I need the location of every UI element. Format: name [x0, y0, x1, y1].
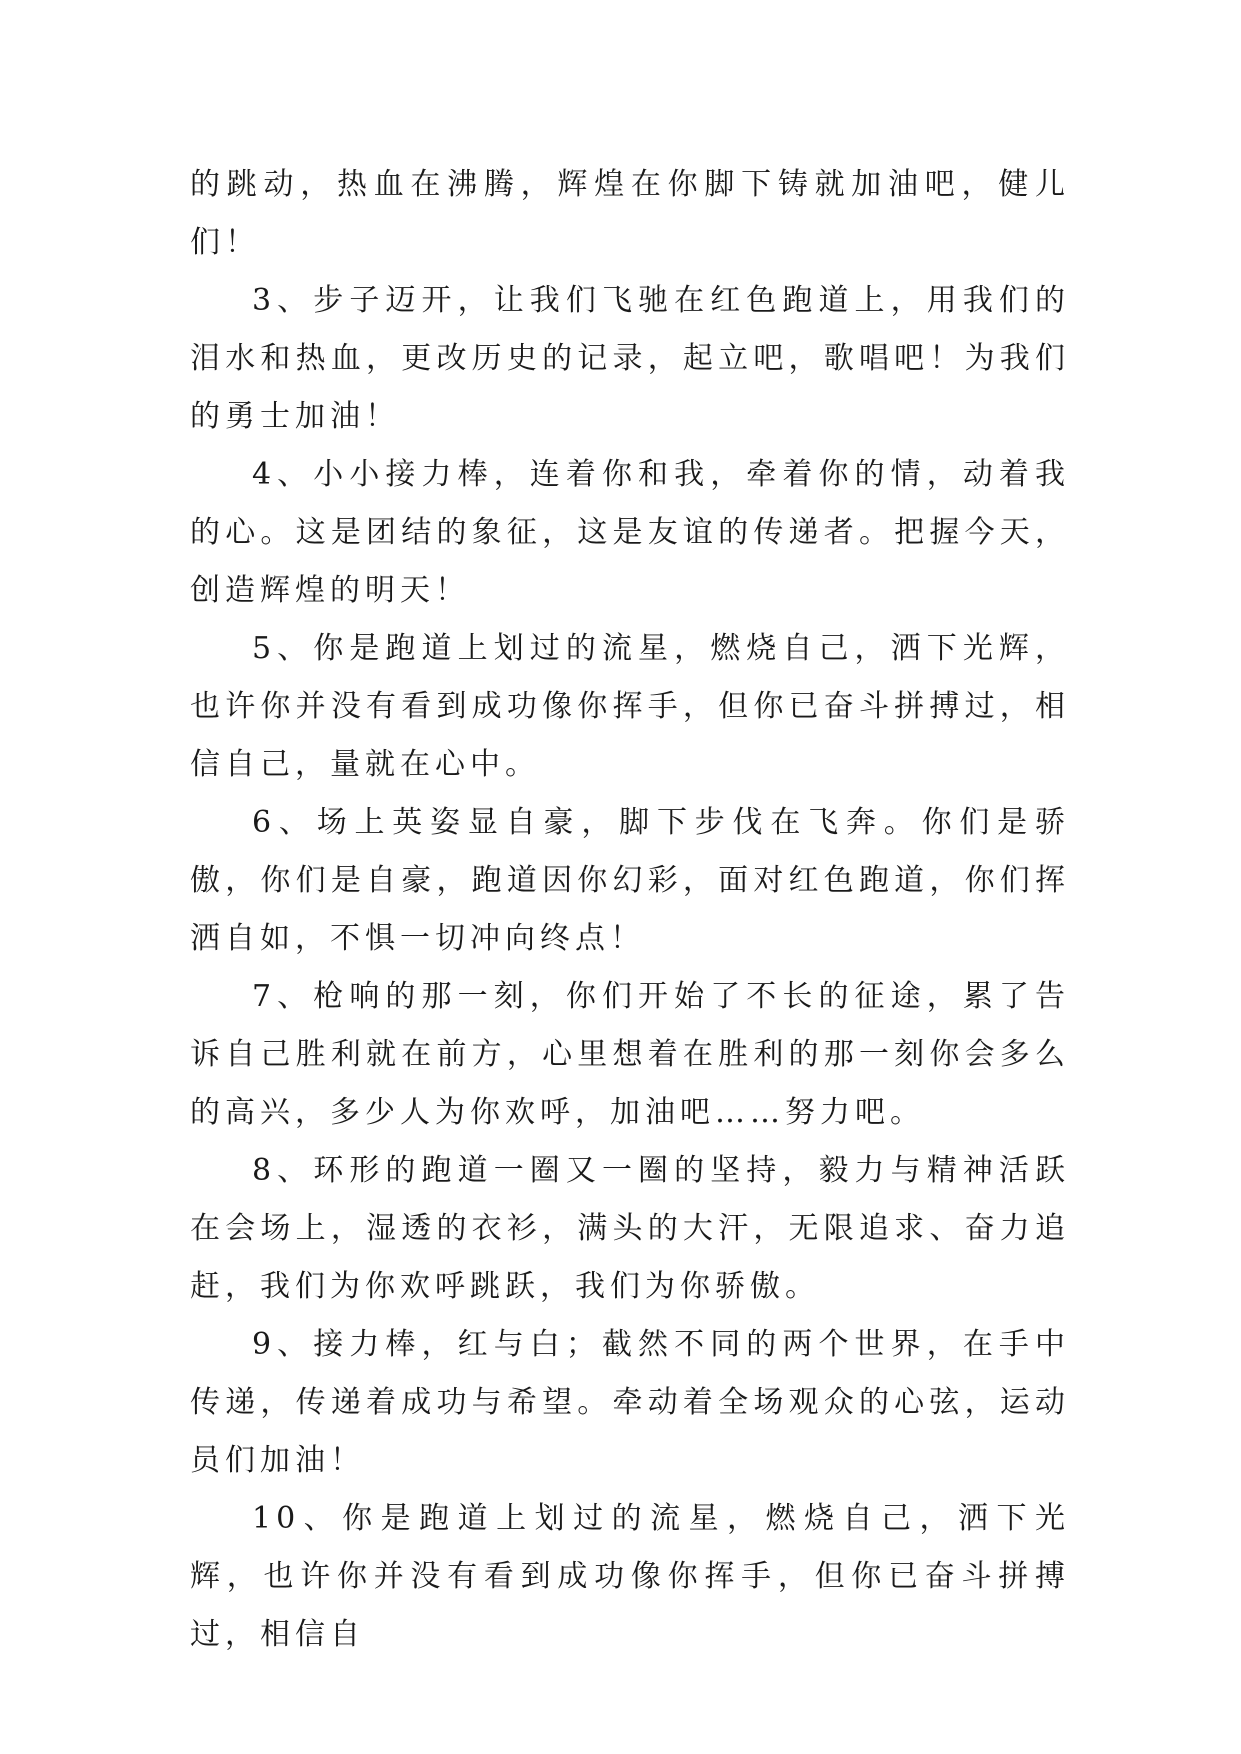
paragraph-9: 9、接力棒，红与白；截然不同的两个世界，在手中传递，传递着成功与希望。牵动着全场观众的心弦，运动员们加油！: [190, 1327, 1070, 1478]
paragraph-10: 10、你是跑道上划过的流星，燃烧自己，洒下光辉，也许你并没有看到成功像你挥手，但你已奋斗拼搏过，相信自: [190, 1501, 1070, 1652]
paragraph-5: 5、你是跑道上划过的流星，燃烧自己，洒下光辉，也许你并没有看到成功像你挥手，但你已奋斗拼搏过，相信自己，量就在心中。: [190, 631, 1070, 782]
paragraph-6: 6、场上英姿显自豪，脚下步伐在飞奔。你们是骄傲，你们是自豪，跑道因你幻彩，面对红色跑道，你们挥洒自如，不惧一切冲向终点！: [190, 805, 1070, 956]
paragraph-continuation: 的跳动，热血在沸腾，辉煌在你脚下铸就加油吧，健儿们！: [190, 167, 1070, 260]
paragraph-3: 3、步子迈开，让我们飞驰在红色跑道上，用我们的泪水和热血，更改历史的记录，起立吧，歌唱吧！为我们的勇士加油！: [190, 283, 1070, 434]
paragraph-4: 4、小小接力棒，连着你和我，牵着你的情，动着我的心。这是团结的象征，这是友谊的传递者。把握今天，创造辉煌的明天！: [190, 457, 1070, 608]
paragraph-8: 8、环形的跑道一圈又一圈的坚持，毅力与精神活跃在会场上，湿透的衣衫，满头的大汗，无限追求、奋力追赶，我们为你欢呼跳跃，我们为你骄傲。: [190, 1153, 1070, 1304]
document-body: [190, 156, 1070, 1664]
paragraph-7: 7、枪响的那一刻，你们开始了不长的征途，累了告诉自己胜利就在前方，心里想着在胜利的那一刻你会多么的高兴，多少人为你欢呼，加油吧……努力吧。: [190, 979, 1070, 1130]
